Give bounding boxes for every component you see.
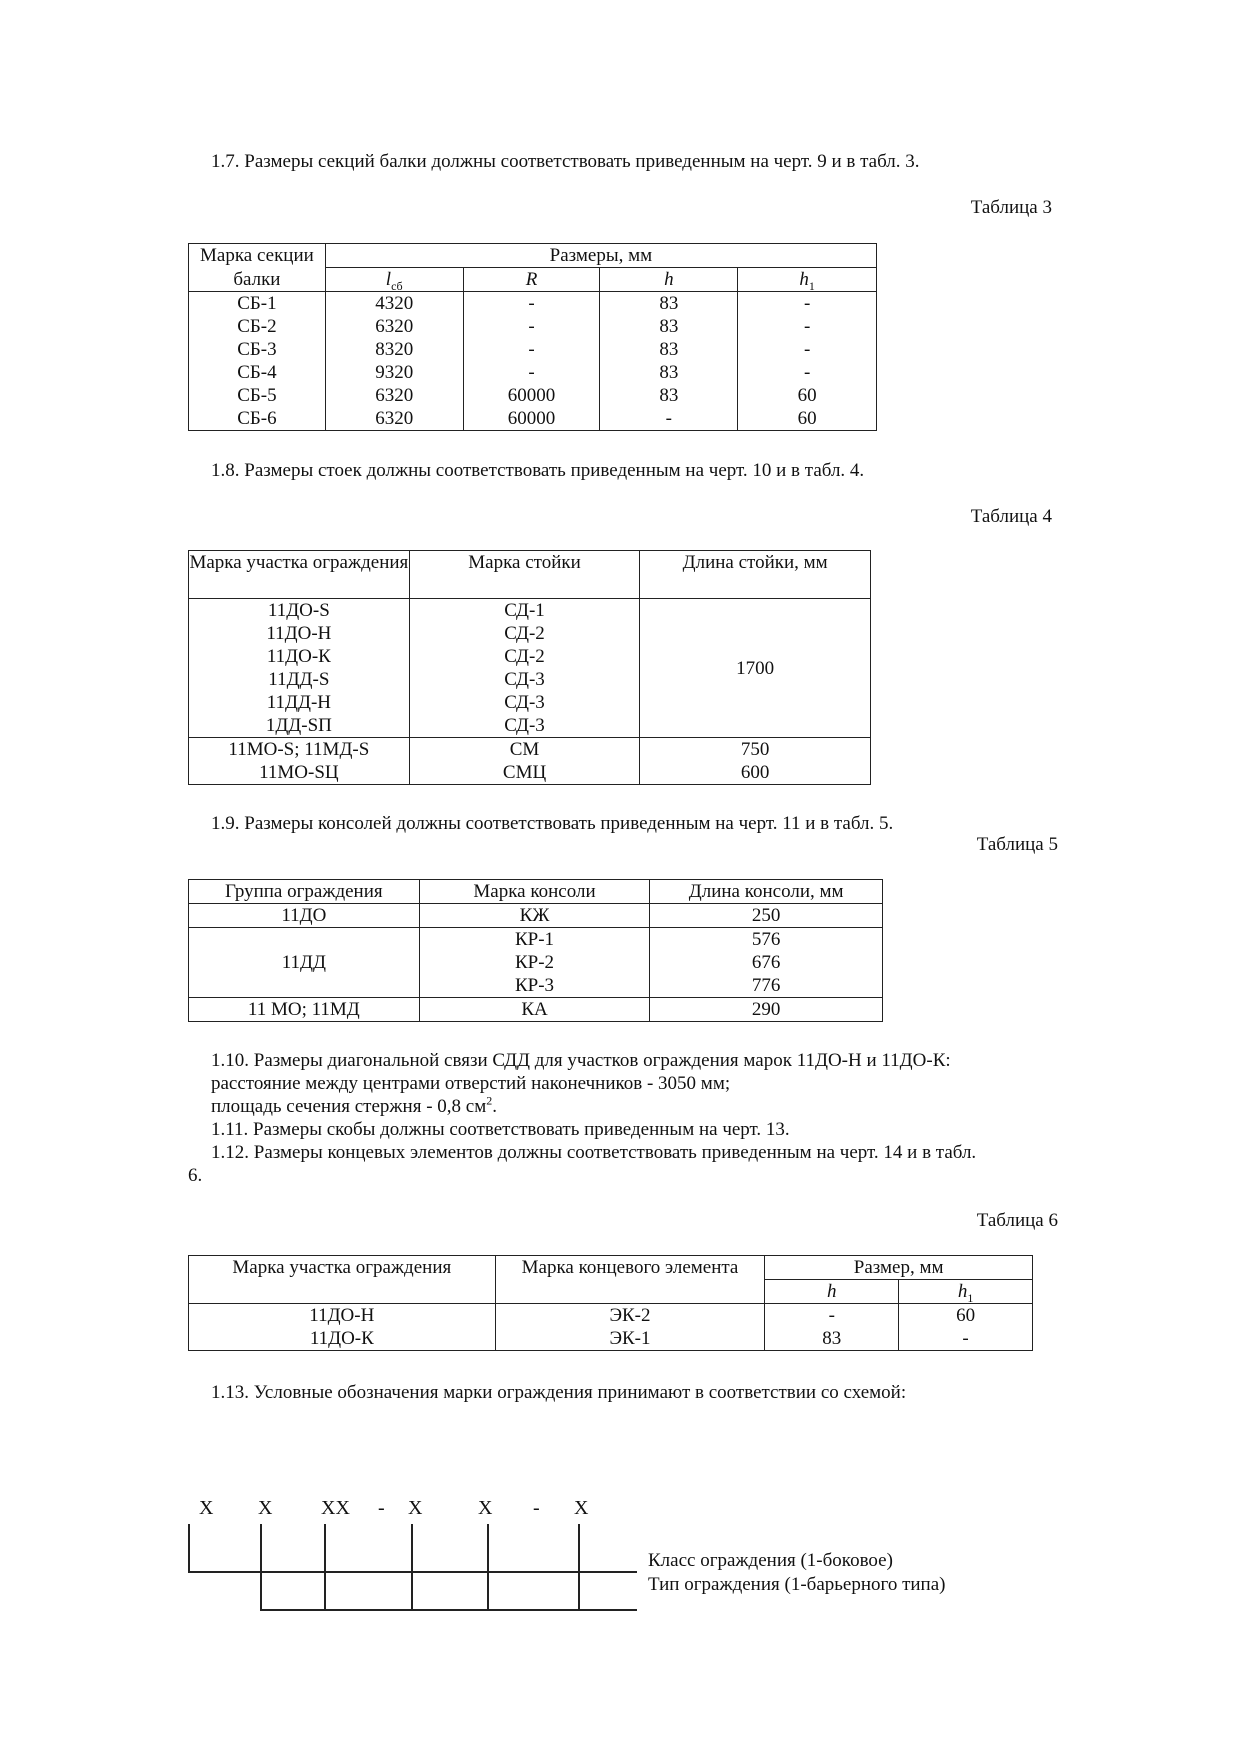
paragraph-1-9: 1.9. Размеры консолей должны соответствовать приведенным на черт. 11 и в табл. 5. bbox=[211, 813, 894, 834]
table3-header-r: R bbox=[463, 268, 600, 292]
paragraph-1-10-line2: расстояние между центрами отверстий наконечников - 3050 мм; bbox=[211, 1073, 731, 1094]
scheme-line bbox=[260, 1609, 637, 1611]
scheme-dash: - bbox=[533, 1497, 540, 1519]
scheme-letter: X bbox=[199, 1497, 214, 1519]
table3-cell: СБ-3 bbox=[237, 339, 277, 360]
paragraph-1-8: 1.8. Размеры стоек должны соответствовать приведенным на черт. 10 и в табл. 4. bbox=[211, 460, 865, 481]
scheme-line bbox=[411, 1524, 413, 1610]
table4-post: СД-2 bbox=[504, 646, 545, 667]
table3-cell: 83 bbox=[659, 362, 679, 383]
table4-section: 11ДД-S bbox=[268, 669, 330, 690]
table5-row3-group: 11 МО; 11МД bbox=[189, 998, 420, 1022]
table3-col0-header-1: Марка секции bbox=[189, 244, 326, 268]
table6-section: 11ДО-К bbox=[309, 1328, 374, 1349]
table4-post: СД-3 bbox=[504, 692, 545, 713]
table4-section: 11МО-S; 11МД-S bbox=[228, 739, 370, 760]
table3-cell: 4320 bbox=[375, 293, 414, 314]
scheme-label-class: Класс ограждения (1-боковое) bbox=[648, 1550, 893, 1571]
table3-caption: Таблица 3 bbox=[970, 197, 1052, 218]
table4-section: 11МО-SЦ bbox=[259, 762, 339, 783]
scheme-line bbox=[188, 1571, 637, 1573]
table5-row1-mark: КЖ bbox=[419, 904, 650, 928]
table5-length: 576 bbox=[751, 929, 781, 950]
table3-cell: СБ-1 bbox=[237, 293, 277, 314]
table5-header-group: Группа ограждения bbox=[189, 880, 420, 904]
table3-cell: СБ-5 bbox=[237, 385, 277, 406]
scheme-letter: X bbox=[574, 1497, 589, 1519]
table6-caption: Таблица 6 bbox=[976, 1210, 1058, 1231]
table4-section: 11ДО-S bbox=[267, 600, 330, 621]
table3-cell: - bbox=[528, 316, 535, 337]
table3-cell: СБ-6 bbox=[237, 408, 277, 429]
table6-header-h: h bbox=[765, 1280, 899, 1304]
paragraph-1-10-line1: 1.10. Размеры диагональной связи СДД для участков ограждения марок 11ДО-Н и 11ДО-К: bbox=[211, 1050, 951, 1071]
table3-cell: 60 bbox=[797, 385, 817, 406]
table5-header-length: Длина консоли, мм bbox=[650, 880, 883, 904]
scheme-label-type: Тип ограждения (1-барьерного типа) bbox=[648, 1574, 946, 1595]
scheme-letter: X bbox=[408, 1497, 423, 1519]
scheme-line bbox=[487, 1524, 489, 1610]
table3-sizes-header: Размеры, мм bbox=[325, 244, 876, 268]
table3-cell: 83 bbox=[659, 385, 679, 406]
table3-header-h: h bbox=[600, 268, 738, 292]
scheme-letter: X bbox=[258, 1497, 273, 1519]
table4-header-section: Марка участка ограждения bbox=[189, 551, 410, 599]
paragraph-1-10-line3: площадь сечения стержня - 0,8 $см^2$. bbox=[211, 1093, 497, 1117]
table3-cell: СБ-2 bbox=[237, 316, 277, 337]
table3-cell: 8320 bbox=[375, 339, 414, 360]
table3-cell: 6320 bbox=[375, 385, 414, 406]
table6-header-element: Марка концевого элемента bbox=[495, 1256, 765, 1304]
table5-row3-mark: КА bbox=[419, 998, 650, 1022]
table4-post: СМЦ bbox=[502, 762, 547, 783]
table3-header-h1: $h_1$ bbox=[738, 268, 877, 292]
table3-cell: - bbox=[803, 293, 811, 314]
table4-section: 11ДО-К bbox=[266, 646, 331, 667]
table3-cell: - bbox=[665, 408, 672, 429]
table3-cell: - bbox=[803, 362, 811, 383]
table4-length: 600 bbox=[740, 762, 770, 783]
scheme-line bbox=[324, 1524, 326, 1610]
table3-cell: - bbox=[803, 316, 811, 337]
table6-header-h1: $h_1$ bbox=[899, 1280, 1033, 1304]
table5-group2-name: 11ДД bbox=[189, 928, 420, 998]
table4-section: 1ДД-SП bbox=[265, 715, 332, 736]
table4-post: СД-2 bbox=[504, 623, 545, 644]
table4-header-length: Длина стойки, мм bbox=[640, 551, 871, 599]
table4-post: СД-1 bbox=[504, 600, 545, 621]
table5-header-mark: Марка консоли bbox=[419, 880, 650, 904]
scheme-line bbox=[260, 1524, 262, 1610]
table5-row1-length: 250 bbox=[650, 904, 883, 928]
table6-element: ЭК-2 bbox=[609, 1305, 651, 1326]
scheme-dash: - bbox=[378, 1497, 385, 1519]
table3-cell: 83 bbox=[659, 293, 679, 314]
table6-header-section: Марка участка ограждения bbox=[189, 1256, 496, 1280]
table5-mark: КР-1 bbox=[514, 929, 555, 950]
table3-cell: СБ-4 bbox=[237, 362, 277, 383]
table6-section: 11ДО-Н bbox=[309, 1305, 375, 1326]
table5-row1-group: 11ДО bbox=[189, 904, 420, 928]
table4-length: 750 bbox=[740, 739, 770, 760]
table6-h1: 60 bbox=[956, 1305, 976, 1326]
table5-length: 776 bbox=[751, 975, 781, 996]
paragraph-1-7: 1.7. Размеры секций балки должны соответствовать приведенным на черт. 9 и в табл. 3. bbox=[211, 151, 920, 172]
table4-post: СМ bbox=[509, 739, 540, 760]
table3-cell: 83 bbox=[659, 316, 679, 337]
table5-mark: КР-3 bbox=[514, 975, 555, 996]
table4-caption: Таблица 4 bbox=[970, 506, 1052, 527]
table6-h1: - bbox=[962, 1328, 969, 1349]
table4-group1-length: 1700 bbox=[640, 599, 871, 738]
table4-header-post: Марка стойки bbox=[409, 551, 640, 599]
table4-section: 11ДД-Н bbox=[266, 692, 331, 713]
table3-cell: 60000 bbox=[507, 408, 556, 429]
table4-post: СД-3 bbox=[504, 715, 545, 736]
table3-header-l: $l_{сб}$ bbox=[325, 268, 463, 292]
table5-caption: Таблица 5 bbox=[976, 834, 1058, 855]
table3-cell: 6320 bbox=[375, 408, 414, 429]
paragraph-1-13: 1.13. Условные обозначения марки ограждения принимают в соответствии со схемой: bbox=[211, 1382, 907, 1403]
table6-h: 83 bbox=[822, 1328, 842, 1349]
paragraph-1-11: 1.11. Размеры скобы должны соответствовать приведенным на черт. 13. bbox=[211, 1119, 790, 1140]
scheme-line bbox=[578, 1524, 580, 1610]
table3-cell: 9320 bbox=[375, 362, 414, 383]
scheme-letter: X bbox=[478, 1497, 493, 1519]
table6-element: ЭК-1 bbox=[609, 1328, 651, 1349]
table3-cell: 6320 bbox=[375, 316, 414, 337]
table3-cell: 60 bbox=[797, 408, 817, 429]
table3-cell: 60000 bbox=[507, 385, 556, 406]
table3-cell: - bbox=[528, 293, 535, 314]
table3-cell: - bbox=[528, 362, 535, 383]
table5-mark: КР-2 bbox=[514, 952, 555, 973]
scheme-line bbox=[188, 1524, 190, 1572]
table3-cell: - bbox=[528, 339, 535, 360]
table5-row3-length: 290 bbox=[650, 998, 883, 1022]
table6-h: - bbox=[828, 1305, 835, 1326]
scheme-letter: XX bbox=[321, 1497, 350, 1519]
paragraph-1-12-line2: 6. bbox=[188, 1165, 203, 1186]
table3-cell: - bbox=[803, 339, 811, 360]
table5-length: 676 bbox=[751, 952, 781, 973]
paragraph-1-12-line1: 1.12. Размеры концевых элементов должны соответствовать приведенным на черт. 14 и в табл. bbox=[211, 1142, 977, 1163]
table6-header-size: Размер, мм bbox=[765, 1256, 1033, 1280]
table3-col0-header-2: балки bbox=[189, 268, 326, 292]
table4-post: СД-3 bbox=[504, 669, 545, 690]
table3-cell: 83 bbox=[659, 339, 679, 360]
table4-section: 11ДО-Н bbox=[266, 623, 332, 644]
